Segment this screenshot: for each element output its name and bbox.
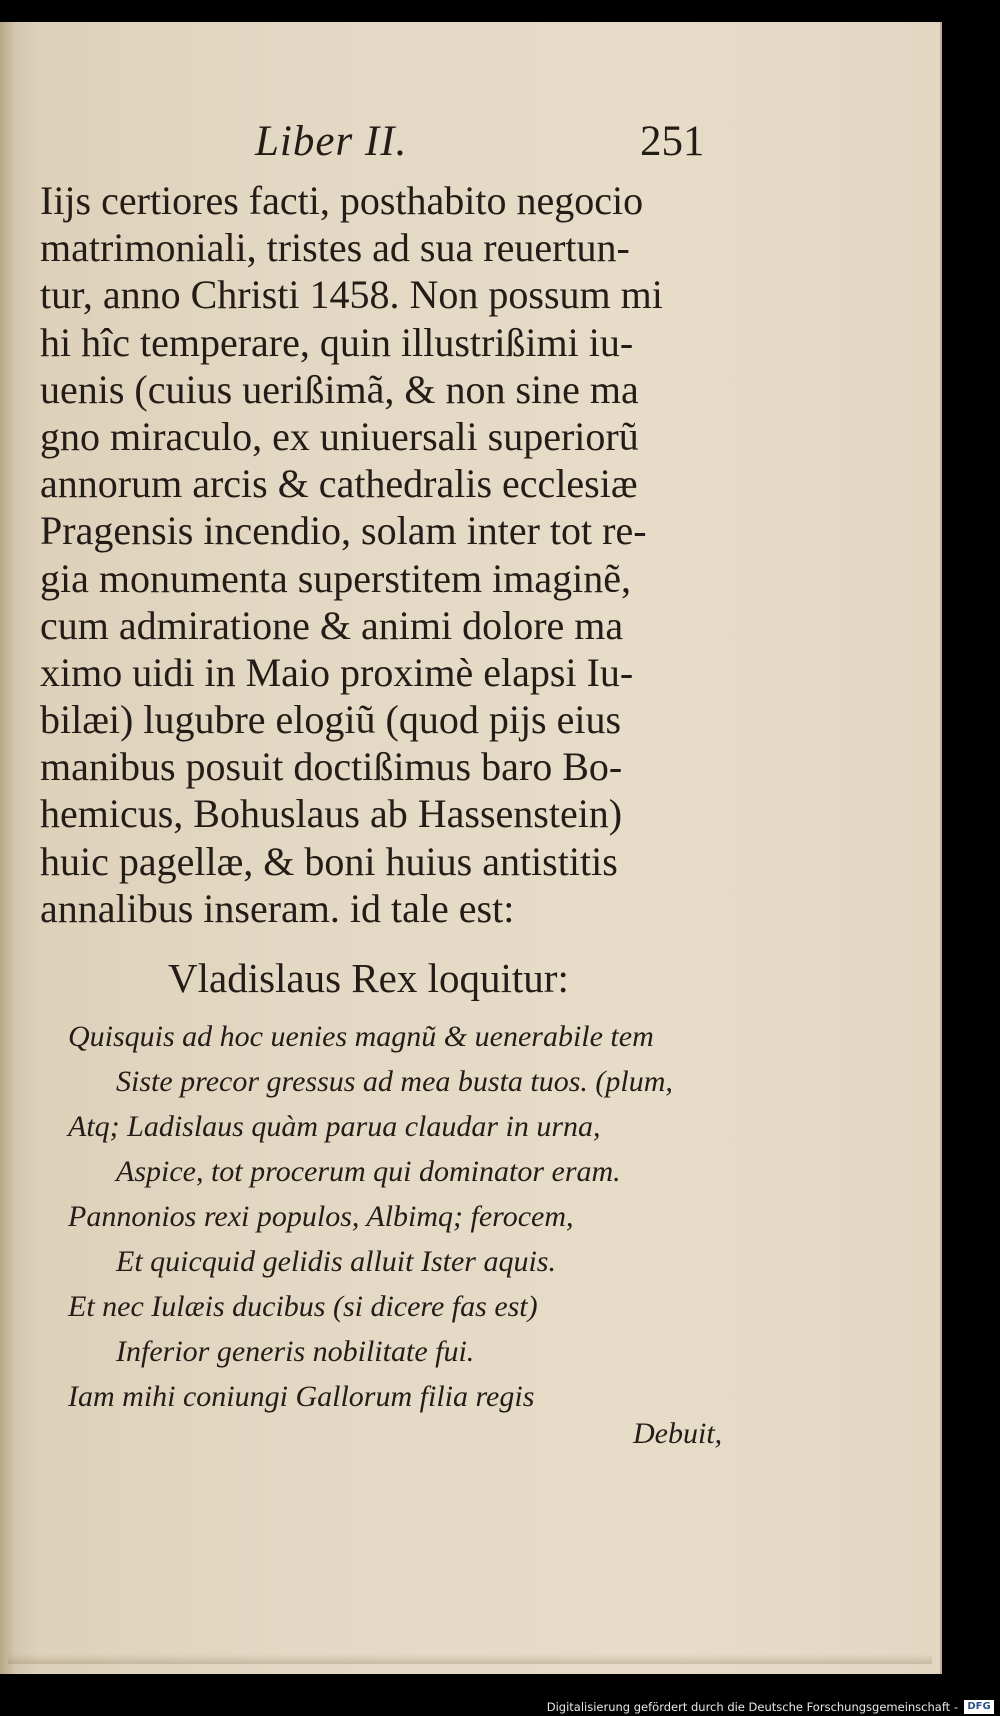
body-text [40, 177, 740, 932]
running-title: Liber II. [255, 118, 408, 165]
verse-line: Siste precor gressus ad mea busta tuos. (plum, [116, 1065, 673, 1098]
verse-line: Et nec Iulæis ducibus (si dicere fas est) [68, 1290, 538, 1323]
body-line: Pragensis incendio, solam inter tot re- [40, 508, 647, 554]
verse-line: Quisquis ad hoc uenies magnũ & uenerabile tem [68, 1020, 654, 1053]
catchword: Debuit, [633, 1417, 723, 1450]
book-page [0, 22, 942, 1674]
verse-line: Inferior generis nobilitate fui. [116, 1335, 475, 1368]
verse-line: Et quicquid gelidis alluit Ister aquis. [116, 1245, 556, 1278]
body-line: Iijs certiores facti, posthabito negocio [40, 178, 644, 223]
body-line: annorum arcis & cathedralis ecclesiæ [40, 461, 638, 507]
epitaph-verse [68, 1014, 768, 1419]
digitization-credit: Digitalisierung gefördert durch die Deutsche Forschungsgemeinschaft - [546, 1700, 958, 1714]
page-number: 251 [640, 118, 705, 165]
body-line: cum admiratione & animi dolore ma [40, 602, 624, 648]
body-line: gia monumenta superstitem imaginẽ, [40, 555, 631, 601]
body-line: annalibus inseram. id tale est: [40, 885, 515, 931]
body-line: manibus posuit doctißimus baro Bo- [40, 744, 623, 790]
verse-line: Pannonios rexi populos, Albimq; ferocem, [68, 1200, 574, 1233]
body-line: matrimoniali, tristes ad sua reuertun- [40, 225, 630, 271]
body-line: tur, anno Christi 1458. Non possum mi [40, 272, 663, 318]
verse-heading: Vladislaus Rex loquitur: [168, 955, 569, 1001]
dfg-logo-icon: DFG [964, 1700, 994, 1714]
body-line: hi hîc temperare, quin illustrißimi iu- [40, 319, 634, 365]
verse-line: Atq; Ladislaus quàm parua claudar in urna, [68, 1110, 601, 1143]
verse-line: Aspice, tot procerum qui dominator eram. [116, 1155, 621, 1188]
body-line: gno miraculo, ex uniuersali superiorũ [40, 413, 639, 459]
body-line: ximo uidi in Maio proximè elapsi Iu- [40, 649, 634, 695]
body-line: huic pagellæ, & boni huius antistitis [40, 838, 618, 884]
body-line: bilæi) lugubre elogiũ (quod pijs eius [40, 697, 622, 743]
body-line: uenis (cuius uerißimã, & non sine ma [40, 366, 639, 412]
verse-line: Iam mihi coniungi Gallorum filia regis [68, 1380, 535, 1413]
body-line: hemicus, Bohuslaus ab Hassenstein) [40, 791, 623, 837]
page-header [0, 117, 940, 177]
